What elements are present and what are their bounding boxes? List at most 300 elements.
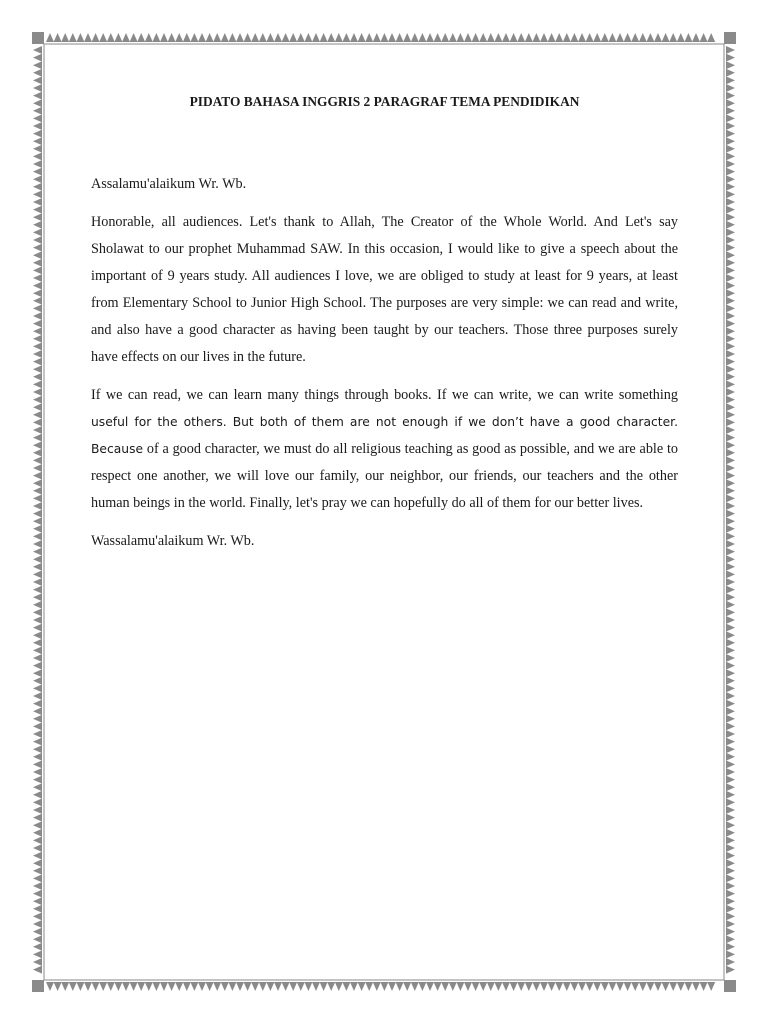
border-triangle xyxy=(403,982,411,991)
border-triangle xyxy=(33,593,42,601)
border-triangle xyxy=(726,806,735,814)
border-triangle xyxy=(726,943,735,951)
border-triangle xyxy=(726,449,735,457)
border-triangle xyxy=(33,259,42,267)
border-triangle xyxy=(726,608,735,616)
border-triangle xyxy=(190,982,198,991)
border-triangle xyxy=(175,982,183,991)
border-triangle xyxy=(726,677,735,685)
border-triangle xyxy=(726,160,735,168)
border-triangle xyxy=(327,982,335,991)
border-triangle xyxy=(548,33,556,42)
border-triangle xyxy=(33,646,42,654)
border-triangle xyxy=(726,304,735,312)
border-triangle xyxy=(46,982,54,991)
border-triangle xyxy=(33,905,42,913)
border-triangle xyxy=(726,122,735,130)
border-triangle xyxy=(726,244,735,252)
border-triangle xyxy=(726,426,735,434)
border-triangle xyxy=(33,844,42,852)
border-triangle xyxy=(449,982,457,991)
border-triangle xyxy=(726,54,735,62)
border-triangle xyxy=(33,403,42,411)
border-triangle xyxy=(76,982,84,991)
border-triangle xyxy=(33,92,42,100)
border-triangle xyxy=(33,517,42,525)
border-triangle xyxy=(33,791,42,799)
border-triangle xyxy=(726,365,735,373)
border-triangle xyxy=(525,33,533,42)
border-triangle xyxy=(726,631,735,639)
border-triangle xyxy=(662,982,670,991)
border-triangle xyxy=(33,897,42,905)
border-triangle xyxy=(54,33,62,42)
border-triangle xyxy=(726,259,735,267)
border-triangle xyxy=(33,494,42,502)
border-triangle xyxy=(33,836,42,844)
border-triangle xyxy=(726,639,735,647)
border-triangle xyxy=(114,33,122,42)
border-triangle xyxy=(213,982,221,991)
border-triangle xyxy=(586,33,594,42)
border-triangle xyxy=(198,33,206,42)
border-triangle xyxy=(388,982,396,991)
border-triangle xyxy=(525,982,533,991)
border-triangle xyxy=(726,168,735,176)
border-triangle xyxy=(726,912,735,920)
border-triangle xyxy=(624,33,632,42)
border-triangle xyxy=(33,206,42,214)
border-triangle xyxy=(33,213,42,221)
border-triangle xyxy=(33,130,42,138)
border-triangle xyxy=(608,982,616,991)
border-triangle xyxy=(726,312,735,320)
border-corner xyxy=(724,32,736,44)
border-triangle xyxy=(33,46,42,54)
border-triangle xyxy=(350,33,358,42)
border-triangle xyxy=(464,33,472,42)
paragraph-2-part-2: useful for the others. But both of them are not enough if we don’t have a good character. Because xyxy=(91,415,678,456)
border-triangle xyxy=(33,297,42,305)
border-triangle xyxy=(726,586,735,594)
border-triangle xyxy=(388,33,396,42)
border-triangle xyxy=(33,707,42,715)
border-triangle xyxy=(33,783,42,791)
border-triangle xyxy=(33,806,42,814)
border-triangle xyxy=(33,335,42,343)
border-triangle xyxy=(726,669,735,677)
border-triangle xyxy=(282,33,290,42)
border-triangle xyxy=(228,33,236,42)
border-triangle xyxy=(107,33,115,42)
border-triangle xyxy=(426,982,434,991)
border-triangle xyxy=(510,33,518,42)
border-triangle xyxy=(289,33,297,42)
border-triangle xyxy=(33,677,42,685)
border-triangle xyxy=(472,33,480,42)
border-triangle xyxy=(548,982,556,991)
border-triangle xyxy=(206,33,214,42)
border-triangle xyxy=(593,33,601,42)
border-triangle xyxy=(342,982,350,991)
border-triangle xyxy=(639,33,647,42)
border-triangle xyxy=(168,33,176,42)
border-triangle xyxy=(726,373,735,381)
border-triangle xyxy=(33,396,42,404)
border-triangle xyxy=(33,152,42,160)
border-triangle xyxy=(33,814,42,822)
border-triangle xyxy=(396,982,404,991)
border-triangle xyxy=(33,943,42,951)
border-triangle xyxy=(726,760,735,768)
border-triangle xyxy=(726,479,735,487)
border-triangle xyxy=(33,532,42,540)
border-triangle xyxy=(726,791,735,799)
border-triangle xyxy=(33,570,42,578)
border-triangle xyxy=(726,646,735,654)
border-triangle xyxy=(726,76,735,84)
border-triangle xyxy=(33,890,42,898)
border-triangle xyxy=(601,982,609,991)
border-triangle xyxy=(726,874,735,882)
border-triangle xyxy=(33,669,42,677)
border-triangle xyxy=(33,434,42,442)
border-triangle xyxy=(76,33,84,42)
border-triangle xyxy=(726,107,735,115)
border-triangle xyxy=(726,130,735,138)
border-triangle xyxy=(33,722,42,730)
border-triangle xyxy=(726,966,735,974)
paragraph-1: Honorable, all audiences. Let's thank to Allah, The Creator of the Whole World. And Let's say Sholawat to our prophet Muhammad SAW. In this occasion, I would like to give a speech about the important of 9 years study. All audiences I love, we are obliged to study at least for 9 years, at least from Elementary School to Junior High School. The purposes are very simple: we can read and write, and also have a good character as having been taught by our teachers. Those three purposes surely have effects on our lives in the future. xyxy=(91,214,678,365)
border-triangle xyxy=(418,982,426,991)
border-triangle xyxy=(33,563,42,571)
border-triangle xyxy=(726,472,735,480)
border-triangle xyxy=(33,426,42,434)
border-triangle xyxy=(312,33,320,42)
border-triangle xyxy=(213,33,221,42)
border-triangle xyxy=(700,33,708,42)
border-triangle xyxy=(726,905,735,913)
border-triangle xyxy=(206,982,214,991)
border-triangle xyxy=(726,738,735,746)
border-triangle xyxy=(33,753,42,761)
border-triangle xyxy=(726,266,735,274)
border-triangle xyxy=(320,33,328,42)
border-triangle xyxy=(33,244,42,252)
border-triangle xyxy=(304,33,312,42)
border-triangle xyxy=(160,33,168,42)
border-triangle xyxy=(726,510,735,518)
border-triangle xyxy=(33,601,42,609)
border-triangle xyxy=(726,578,735,586)
border-triangle xyxy=(99,982,107,991)
border-triangle xyxy=(494,982,502,991)
border-triangle xyxy=(726,418,735,426)
border-triangle xyxy=(726,753,735,761)
border-triangle xyxy=(726,434,735,442)
border-triangle xyxy=(289,982,297,991)
border-triangle xyxy=(274,33,282,42)
border-triangle xyxy=(33,198,42,206)
border-triangle xyxy=(33,616,42,624)
border-triangle xyxy=(350,982,358,991)
border-triangle xyxy=(33,137,42,145)
border-triangle xyxy=(726,114,735,122)
border-triangle xyxy=(33,107,42,115)
border-triangle xyxy=(33,852,42,860)
border-triangle xyxy=(145,982,153,991)
border-triangle xyxy=(33,365,42,373)
border-triangle xyxy=(726,350,735,358)
border-triangle xyxy=(464,982,472,991)
border-triangle xyxy=(726,958,735,966)
border-triangle xyxy=(33,76,42,84)
border-triangle xyxy=(726,814,735,822)
border-triangle xyxy=(33,487,42,495)
border-triangle xyxy=(342,33,350,42)
border-triangle xyxy=(654,33,662,42)
border-triangle xyxy=(479,33,487,42)
border-triangle xyxy=(251,33,259,42)
border-triangle xyxy=(677,33,685,42)
border-triangle xyxy=(304,982,312,991)
border-triangle xyxy=(726,616,735,624)
border-triangle xyxy=(726,464,735,472)
border-triangle xyxy=(726,441,735,449)
border-triangle xyxy=(487,982,495,991)
border-triangle xyxy=(33,99,42,107)
border-triangle xyxy=(274,982,282,991)
border-triangle xyxy=(726,624,735,632)
border-triangle xyxy=(145,33,153,42)
border-triangle xyxy=(33,654,42,662)
border-triangle xyxy=(152,982,160,991)
border-triangle xyxy=(726,730,735,738)
border-triangle xyxy=(33,639,42,647)
border-corner xyxy=(32,980,44,992)
border-triangle xyxy=(441,33,449,42)
border-triangle xyxy=(631,33,639,42)
border-triangle xyxy=(33,168,42,176)
border-triangle xyxy=(726,935,735,943)
border-triangle xyxy=(335,33,343,42)
border-triangle xyxy=(532,33,540,42)
border-triangle xyxy=(198,982,206,991)
border-triangle xyxy=(726,593,735,601)
border-triangle xyxy=(266,982,274,991)
border-triangle xyxy=(33,586,42,594)
border-triangle xyxy=(380,982,388,991)
document-body xyxy=(91,92,678,555)
border-triangle xyxy=(373,33,381,42)
border-triangle xyxy=(616,982,624,991)
border-triangle xyxy=(266,33,274,42)
border-triangle xyxy=(726,84,735,92)
border-triangle xyxy=(236,33,244,42)
border-triangle xyxy=(160,982,168,991)
border-triangle xyxy=(33,350,42,358)
border-triangle xyxy=(726,335,735,343)
border-triangle xyxy=(244,33,252,42)
border-triangle xyxy=(726,570,735,578)
border-triangle xyxy=(33,624,42,632)
border-triangle xyxy=(33,798,42,806)
border-triangle xyxy=(726,198,735,206)
border-triangle xyxy=(61,982,69,991)
border-triangle xyxy=(33,479,42,487)
border-triangle xyxy=(380,33,388,42)
border-triangle xyxy=(726,798,735,806)
border-triangle xyxy=(33,882,42,890)
border-triangle xyxy=(33,358,42,366)
border-triangle xyxy=(33,373,42,381)
border-triangle xyxy=(33,289,42,297)
border-triangle xyxy=(33,183,42,191)
border-triangle xyxy=(33,221,42,229)
border-triangle xyxy=(33,510,42,518)
border-triangle xyxy=(726,69,735,77)
border-triangle xyxy=(335,982,343,991)
border-triangle xyxy=(396,33,404,42)
closing-line: Wassalamu'alaikum Wr. Wb. xyxy=(91,533,255,549)
border-triangle xyxy=(726,555,735,563)
border-triangle xyxy=(84,982,92,991)
border-triangle xyxy=(33,472,42,480)
border-triangle xyxy=(726,776,735,784)
border-triangle xyxy=(54,982,62,991)
border-triangle xyxy=(297,33,305,42)
border-triangle xyxy=(726,897,735,905)
border-triangle xyxy=(726,183,735,191)
border-triangle xyxy=(563,33,571,42)
border-triangle xyxy=(726,548,735,556)
border-triangle xyxy=(33,236,42,244)
border-triangle xyxy=(33,441,42,449)
border-triangle xyxy=(726,380,735,388)
border-triangle xyxy=(183,982,191,991)
border-triangle xyxy=(555,982,563,991)
border-triangle xyxy=(114,982,122,991)
border-triangle xyxy=(707,982,715,991)
border-triangle xyxy=(726,190,735,198)
border-triangle xyxy=(411,33,419,42)
border-triangle xyxy=(33,525,42,533)
border-triangle xyxy=(726,494,735,502)
border-triangle xyxy=(726,882,735,890)
border-triangle xyxy=(33,175,42,183)
border-triangle xyxy=(33,84,42,92)
border-triangle xyxy=(726,920,735,928)
border-triangle xyxy=(297,982,305,991)
border-triangle xyxy=(726,456,735,464)
border-triangle xyxy=(259,982,267,991)
border-triangle xyxy=(190,33,198,42)
border-triangle xyxy=(456,982,464,991)
border-triangle xyxy=(33,456,42,464)
border-triangle xyxy=(259,33,267,42)
border-triangle xyxy=(33,700,42,708)
border-triangle xyxy=(726,396,735,404)
border-triangle xyxy=(434,982,442,991)
border-triangle xyxy=(33,920,42,928)
border-corner xyxy=(724,980,736,992)
border-triangle xyxy=(726,46,735,54)
border-triangle xyxy=(365,982,373,991)
border-triangle xyxy=(33,540,42,548)
border-triangle xyxy=(130,33,138,42)
border-triangle xyxy=(358,33,366,42)
border-triangle xyxy=(33,715,42,723)
border-triangle xyxy=(69,982,77,991)
border-triangle xyxy=(33,548,42,556)
border-triangle xyxy=(33,266,42,274)
border-triangle xyxy=(517,33,525,42)
border-triangle xyxy=(33,555,42,563)
border-triangle xyxy=(107,982,115,991)
border-triangle xyxy=(33,114,42,122)
border-triangle xyxy=(99,33,107,42)
border-triangle xyxy=(726,654,735,662)
border-triangle xyxy=(555,33,563,42)
border-triangle xyxy=(33,608,42,616)
border-triangle xyxy=(540,33,548,42)
greeting-line: Assalamu'alaikum Wr. Wb. xyxy=(91,176,247,192)
border-triangle xyxy=(726,152,735,160)
border-triangle xyxy=(33,190,42,198)
border-triangle xyxy=(726,297,735,305)
border-triangle xyxy=(700,982,708,991)
border-triangle xyxy=(654,982,662,991)
border-triangle xyxy=(578,982,586,991)
border-triangle xyxy=(92,982,100,991)
border-triangle xyxy=(726,487,735,495)
border-triangle xyxy=(726,388,735,396)
border-triangle xyxy=(33,464,42,472)
border-triangle xyxy=(327,33,335,42)
border-triangle xyxy=(33,160,42,168)
border-triangle xyxy=(236,982,244,991)
border-triangle xyxy=(726,206,735,214)
border-triangle xyxy=(684,982,692,991)
border-triangle xyxy=(282,982,290,991)
border-triangle xyxy=(33,730,42,738)
border-triangle xyxy=(33,145,42,153)
border-triangle xyxy=(726,282,735,290)
border-triangle xyxy=(33,502,42,510)
border-triangle xyxy=(33,662,42,670)
border-triangle xyxy=(33,388,42,396)
border-triangle xyxy=(33,282,42,290)
border-triangle xyxy=(244,982,252,991)
border-triangle xyxy=(631,982,639,991)
border-triangle xyxy=(624,982,632,991)
border-triangle xyxy=(33,342,42,350)
border-triangle xyxy=(33,251,42,259)
border-triangle xyxy=(456,33,464,42)
border-triangle xyxy=(33,411,42,419)
border-triangle xyxy=(517,982,525,991)
border-triangle xyxy=(84,33,92,42)
border-triangle xyxy=(726,502,735,510)
border-triangle xyxy=(33,874,42,882)
border-triangle xyxy=(137,982,145,991)
border-triangle xyxy=(33,912,42,920)
border-triangle xyxy=(441,982,449,991)
border-triangle xyxy=(33,928,42,936)
border-triangle xyxy=(646,982,654,991)
border-triangle xyxy=(726,175,735,183)
document-title: PIDATO BAHASA INGGRIS 2 PARAGRAF TEMA PENDIDIKAN xyxy=(189,94,580,109)
